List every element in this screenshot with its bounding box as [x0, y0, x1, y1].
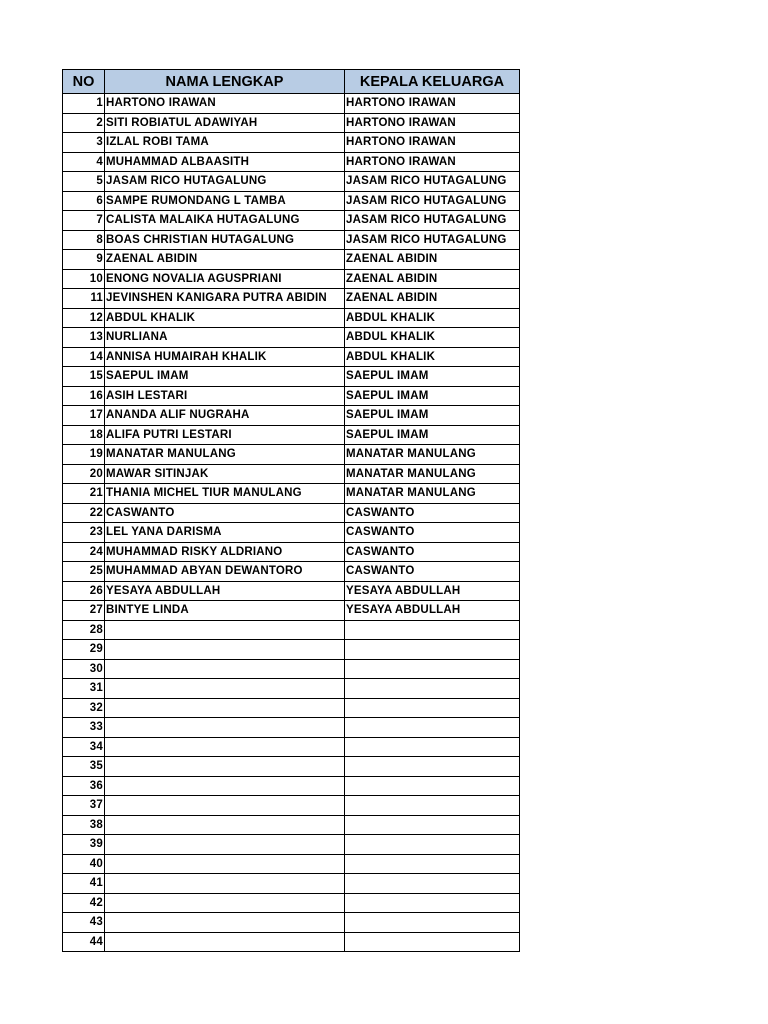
row-number-cell[interactable]: 36	[63, 776, 105, 796]
row-number-cell[interactable]: 11	[63, 289, 105, 309]
family-head-cell[interactable]: CASWANTO	[345, 503, 520, 523]
table-row	[63, 445, 520, 465]
family-head-cell[interactable]: YESAYA ABDULLAH	[345, 581, 520, 601]
full-name-cell[interactable]	[105, 679, 345, 699]
family-head-cell[interactable]: SAEPUL IMAM	[345, 367, 520, 387]
family-head-cell[interactable]: ABDUL KHALIK	[345, 347, 520, 367]
table-row	[63, 308, 520, 328]
table-row	[63, 211, 520, 231]
table-row	[63, 581, 520, 601]
full-name-cell[interactable]: ANANDA ALIF NUGRAHA	[105, 406, 345, 426]
family-head-cell[interactable]	[345, 913, 520, 933]
table-row	[63, 406, 520, 426]
family-head-cell[interactable]	[345, 835, 520, 855]
full-name-cell[interactable]	[105, 815, 345, 835]
table-row	[63, 913, 520, 933]
row-number-cell[interactable]: 6	[63, 191, 105, 211]
table-row	[63, 172, 520, 192]
table-row	[63, 854, 520, 874]
full-name-cell[interactable]	[105, 796, 345, 816]
full-name-cell[interactable]	[105, 932, 345, 952]
table-row	[63, 698, 520, 718]
table-row	[63, 250, 520, 270]
family-head-cell[interactable]: ZAENAL ABIDIN	[345, 250, 520, 270]
table-row	[63, 815, 520, 835]
full-name-cell[interactable]	[105, 659, 345, 679]
full-name-cell[interactable]: ASIH LESTARI	[105, 386, 345, 406]
family-head-cell[interactable]: SAEPUL IMAM	[345, 425, 520, 445]
table-row	[63, 94, 520, 114]
row-number-cell[interactable]: 31	[63, 679, 105, 699]
family-head-cell[interactable]	[345, 874, 520, 894]
family-head-cell[interactable]	[345, 757, 520, 777]
full-name-cell[interactable]: MANATAR MANULANG	[105, 445, 345, 465]
full-name-cell[interactable]: THANIA MICHEL TIUR MANULANG	[105, 484, 345, 504]
full-name-cell[interactable]: ENONG NOVALIA AGUSPRIANI	[105, 269, 345, 289]
table-row	[63, 601, 520, 621]
row-number-cell[interactable]: 14	[63, 347, 105, 367]
row-number-cell[interactable]: 42	[63, 893, 105, 913]
row-number-cell[interactable]: 27	[63, 601, 105, 621]
table-row	[63, 620, 520, 640]
family-head-cell[interactable]	[345, 718, 520, 738]
table-row	[63, 347, 520, 367]
full-name-cell[interactable]	[105, 737, 345, 757]
full-name-cell[interactable]: CALISTA MALAIKA HUTAGALUNG	[105, 211, 345, 231]
row-number-cell[interactable]: 41	[63, 874, 105, 894]
table-row	[63, 796, 520, 816]
full-name-cell[interactable]	[105, 835, 345, 855]
family-head-cell[interactable]	[345, 698, 520, 718]
table-row	[63, 659, 520, 679]
full-name-cell[interactable]: JASAM RICO HUTAGALUNG	[105, 172, 345, 192]
row-number-cell[interactable]: 22	[63, 503, 105, 523]
full-name-cell[interactable]: CASWANTO	[105, 503, 345, 523]
row-number-cell[interactable]: 37	[63, 796, 105, 816]
table-row	[63, 464, 520, 484]
family-head-cell[interactable]: HARTONO IRAWAN	[345, 94, 520, 114]
row-number-cell[interactable]: 43	[63, 913, 105, 933]
family-head-cell[interactable]: YESAYA ABDULLAH	[345, 601, 520, 621]
row-number-cell[interactable]: 28	[63, 620, 105, 640]
full-name-cell[interactable]: ABDUL KHALIK	[105, 308, 345, 328]
full-name-cell[interactable]: IZLAL ROBI TAMA	[105, 133, 345, 153]
table-row	[63, 776, 520, 796]
row-number-cell[interactable]: 25	[63, 562, 105, 582]
full-name-cell[interactable]	[105, 757, 345, 777]
full-name-cell[interactable]: SAMPE RUMONDANG L TAMBA	[105, 191, 345, 211]
table-row	[63, 367, 520, 387]
family-head-cell[interactable]: MANATAR MANULANG	[345, 484, 520, 504]
family-head-cell[interactable]: HARTONO IRAWAN	[345, 133, 520, 153]
table-row	[63, 893, 520, 913]
family-head-cell[interactable]: HARTONO IRAWAN	[345, 152, 520, 172]
row-number-cell[interactable]: 35	[63, 757, 105, 777]
row-number-cell[interactable]: 44	[63, 932, 105, 952]
table-row	[63, 835, 520, 855]
row-number-cell[interactable]: 8	[63, 230, 105, 250]
full-name-cell[interactable]	[105, 640, 345, 660]
row-number-cell[interactable]: 38	[63, 815, 105, 835]
table-row	[63, 757, 520, 777]
full-name-cell[interactable]	[105, 913, 345, 933]
family-head-cell[interactable]	[345, 679, 520, 699]
full-name-cell[interactable]: HARTONO IRAWAN	[105, 94, 345, 114]
full-name-cell[interactable]	[105, 698, 345, 718]
full-name-cell[interactable]: BOAS CHRISTIAN HUTAGALUNG	[105, 230, 345, 250]
row-number-cell[interactable]: 21	[63, 484, 105, 504]
row-number-cell[interactable]: 29	[63, 640, 105, 660]
row-number-cell[interactable]: 12	[63, 308, 105, 328]
family-head-cell[interactable]: MANATAR MANULANG	[345, 464, 520, 484]
full-name-cell[interactable]	[105, 776, 345, 796]
family-head-cell[interactable]: SAEPUL IMAM	[345, 386, 520, 406]
table-row	[63, 425, 520, 445]
row-number-cell[interactable]: 3	[63, 133, 105, 153]
family-head-cell[interactable]: CASWANTO	[345, 562, 520, 582]
row-number-cell[interactable]: 30	[63, 659, 105, 679]
full-name-cell[interactable]	[105, 620, 345, 640]
row-number-cell[interactable]: 4	[63, 152, 105, 172]
row-number-cell[interactable]: 15	[63, 367, 105, 387]
full-name-cell[interactable]	[105, 874, 345, 894]
table-row	[63, 640, 520, 660]
full-name-cell[interactable]: SAEPUL IMAM	[105, 367, 345, 387]
family-head-cell[interactable]: ABDUL KHALIK	[345, 308, 520, 328]
full-name-cell[interactable]: MUHAMMAD RISKY ALDRIANO	[105, 542, 345, 562]
table-row	[63, 152, 520, 172]
table-row	[63, 523, 520, 543]
family-head-cell[interactable]	[345, 932, 520, 952]
row-number-cell[interactable]: 34	[63, 737, 105, 757]
table-row	[63, 269, 520, 289]
family-head-cell[interactable]	[345, 796, 520, 816]
table-row	[63, 542, 520, 562]
full-name-cell[interactable]: SITI ROBIATUL ADAWIYAH	[105, 113, 345, 133]
full-name-cell[interactable]: YESAYA ABDULLAH	[105, 581, 345, 601]
row-number-cell[interactable]: 23	[63, 523, 105, 543]
family-head-cell[interactable]	[345, 640, 520, 660]
full-name-cell[interactable]: MAWAR SITINJAK	[105, 464, 345, 484]
table-row	[63, 230, 520, 250]
row-number-cell[interactable]: 24	[63, 542, 105, 562]
table-body	[63, 94, 520, 952]
full-name-cell[interactable]	[105, 893, 345, 913]
family-head-cell[interactable]	[345, 854, 520, 874]
family-head-cell[interactable]: JASAM RICO HUTAGALUNG	[345, 172, 520, 192]
family-table	[62, 69, 520, 952]
full-name-cell[interactable]: MUHAMMAD ALBAASITH	[105, 152, 345, 172]
table-row	[63, 874, 520, 894]
row-number-cell[interactable]: 18	[63, 425, 105, 445]
row-number-cell[interactable]: 2	[63, 113, 105, 133]
row-number-cell[interactable]: 39	[63, 835, 105, 855]
full-name-cell[interactable]: ALIFA PUTRI LESTARI	[105, 425, 345, 445]
table-row	[63, 113, 520, 133]
family-head-cell[interactable]: SAEPUL IMAM	[345, 406, 520, 426]
table-row	[63, 718, 520, 738]
full-name-cell[interactable]	[105, 854, 345, 874]
family-head-cell[interactable]: JASAM RICO HUTAGALUNG	[345, 211, 520, 231]
family-head-cell[interactable]	[345, 893, 520, 913]
row-number-cell[interactable]: 16	[63, 386, 105, 406]
row-number-cell[interactable]: 40	[63, 854, 105, 874]
table-row	[63, 289, 520, 309]
row-number-cell[interactable]: 17	[63, 406, 105, 426]
row-number-cell[interactable]: 10	[63, 269, 105, 289]
row-number-cell[interactable]: 7	[63, 211, 105, 231]
full-name-cell[interactable]: LEL YANA DARISMA	[105, 523, 345, 543]
family-head-cell[interactable]: CASWANTO	[345, 542, 520, 562]
row-number-cell[interactable]: 5	[63, 172, 105, 192]
table-row	[63, 191, 520, 211]
row-number-cell[interactable]: 26	[63, 581, 105, 601]
table-row	[63, 386, 520, 406]
full-name-cell[interactable]: ZAENAL ABIDIN	[105, 250, 345, 270]
family-head-cell[interactable]: JASAM RICO HUTAGALUNG	[345, 191, 520, 211]
table-row	[63, 328, 520, 348]
family-head-cell[interactable]	[345, 659, 520, 679]
family-head-cell[interactable]	[345, 815, 520, 835]
row-number-cell[interactable]: 20	[63, 464, 105, 484]
full-name-cell[interactable]: ANNISA HUMAIRAH KHALIK	[105, 347, 345, 367]
row-number-cell[interactable]: 33	[63, 718, 105, 738]
family-head-cell[interactable]: CASWANTO	[345, 523, 520, 543]
family-head-cell[interactable]	[345, 776, 520, 796]
full-name-cell[interactable]: MUHAMMAD ABYAN DEWANTORO	[105, 562, 345, 582]
header-family-head: KEPALA KELUARGA	[345, 70, 520, 94]
row-number-cell[interactable]: 1	[63, 94, 105, 114]
table-row	[63, 679, 520, 699]
full-name-cell[interactable]: JEVINSHEN KANIGARA PUTRA ABIDIN	[105, 289, 345, 309]
row-number-cell[interactable]: 19	[63, 445, 105, 465]
full-name-cell[interactable]: BINTYE LINDA	[105, 601, 345, 621]
family-head-cell[interactable]: MANATAR MANULANG	[345, 445, 520, 465]
full-name-cell[interactable]: NURLIANA	[105, 328, 345, 348]
header-no: NO	[63, 70, 105, 94]
header-row	[63, 70, 520, 94]
table-row	[63, 484, 520, 504]
header-full-name: NAMA LENGKAP	[105, 70, 345, 94]
family-head-cell[interactable]: ABDUL KHALIK	[345, 328, 520, 348]
table-row	[63, 932, 520, 952]
row-number-cell[interactable]: 9	[63, 250, 105, 270]
table-row	[63, 133, 520, 153]
full-name-cell[interactable]	[105, 718, 345, 738]
row-number-cell[interactable]: 32	[63, 698, 105, 718]
family-head-cell[interactable]: HARTONO IRAWAN	[345, 113, 520, 133]
family-head-cell[interactable]	[345, 620, 520, 640]
table-row	[63, 562, 520, 582]
table-row	[63, 503, 520, 523]
family-head-cell[interactable]: ZAENAL ABIDIN	[345, 269, 520, 289]
family-head-cell[interactable]: ZAENAL ABIDIN	[345, 289, 520, 309]
family-head-cell[interactable]: JASAM RICO HUTAGALUNG	[345, 230, 520, 250]
family-head-cell[interactable]	[345, 737, 520, 757]
table-row	[63, 737, 520, 757]
row-number-cell[interactable]: 13	[63, 328, 105, 348]
